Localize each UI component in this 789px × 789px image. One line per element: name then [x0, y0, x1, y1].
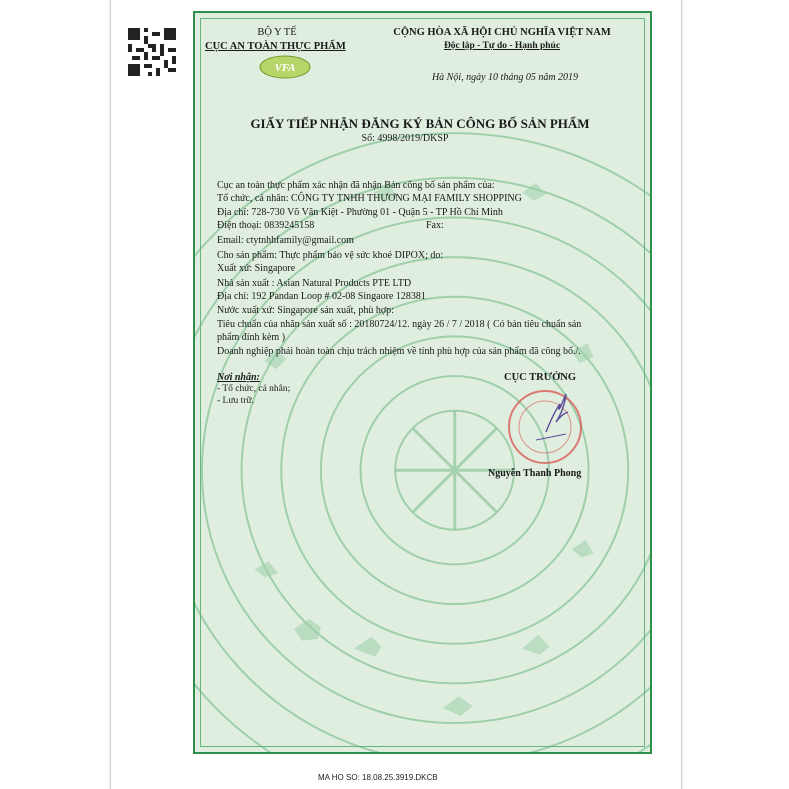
department-name: CỤC AN TOÀN THỰC PHẨM [205, 41, 346, 52]
body-fax: Fax: [426, 220, 444, 231]
body-standard: Tiêu chuẩn của nhãn sản xuất số : 20180724/12. ngày 26 / 7 / 2018 ( Có bản tiêu chuẩn sản [217, 319, 582, 330]
national-motto: Độc lập - Tự do - Hạnh phúc [443, 41, 561, 51]
body-organization: Tổ chức, cá nhân: CÔNG TY TNHH THƯƠNG MẠI FAMILY SHOPPING [217, 193, 522, 204]
official-seal [506, 388, 584, 466]
recipients-heading: Nơi nhận: [217, 372, 260, 383]
body-intro: Cục an toàn thực phẩm xác nhận đã nhận Bản công bố sản phẩm của: [217, 180, 495, 191]
qr-code [128, 28, 176, 76]
issue-date: Hà Nội, ngày 10 tháng 05 năm 2019 [431, 72, 579, 83]
recipient-organization: - Tổ chức, cá nhân; [217, 384, 291, 394]
vfa-logo [258, 54, 312, 80]
country-name: CỘNG HÒA XÃ HỘI CHỦ NGHĨA VIỆT NAM [393, 27, 611, 38]
document-number: Số: 4998/2019/DKSP [361, 133, 449, 144]
document-title: GIẤY TIẾP NHẬN ĐĂNG KÝ BẢN CÔNG BỐ SẢN PHẨM [250, 116, 590, 131]
signer-role: CỤC TRƯỞNG [504, 372, 577, 383]
vfa-logo-text: VFA [274, 62, 296, 74]
body-product: Cho sản phẩm: Thực phẩm bảo vệ sức khoẻ DIPOX; do: [217, 250, 444, 261]
recipient-archive: - Lưu trữ. [217, 396, 254, 406]
dossier-code: MA HO SO: 18.08.25.3919.DKCB [318, 773, 438, 782]
body-phone: Điện thoại: 0839245158 [217, 220, 315, 231]
body-email: Email: ctytnhhfamily@gmail.com [217, 235, 354, 246]
signer-name: Nguyễn Thanh Phong [488, 468, 582, 479]
body-origin: Xuất xứ: Singapore [217, 263, 296, 274]
body-manufacturer: Nhà sản xuất : Asian Natural Products PTE LTD [217, 278, 412, 289]
ministry-name: BỘ Y TẾ [257, 27, 297, 38]
body-address: Địa chỉ: 728-730 Võ Văn Kiệt - Phường 01 - Quận 5 - TP Hồ Chí Minh [217, 207, 503, 218]
body-responsibility: Doanh nghiệp phải hoàn toàn chịu trách nhiệm về tính phù hợp của sản phẩm đã công bố./. [217, 346, 581, 357]
body-manufacturer-address: Địa chỉ: 192 Pandan Loop # 02-08 Singaore 128381 [217, 291, 426, 302]
body-standard-cont: phẩm đính kèm ) [217, 332, 286, 343]
body-country-of-origin: Nước xuất xứ: Singapore sản xuất, phù hợp: [217, 305, 394, 316]
